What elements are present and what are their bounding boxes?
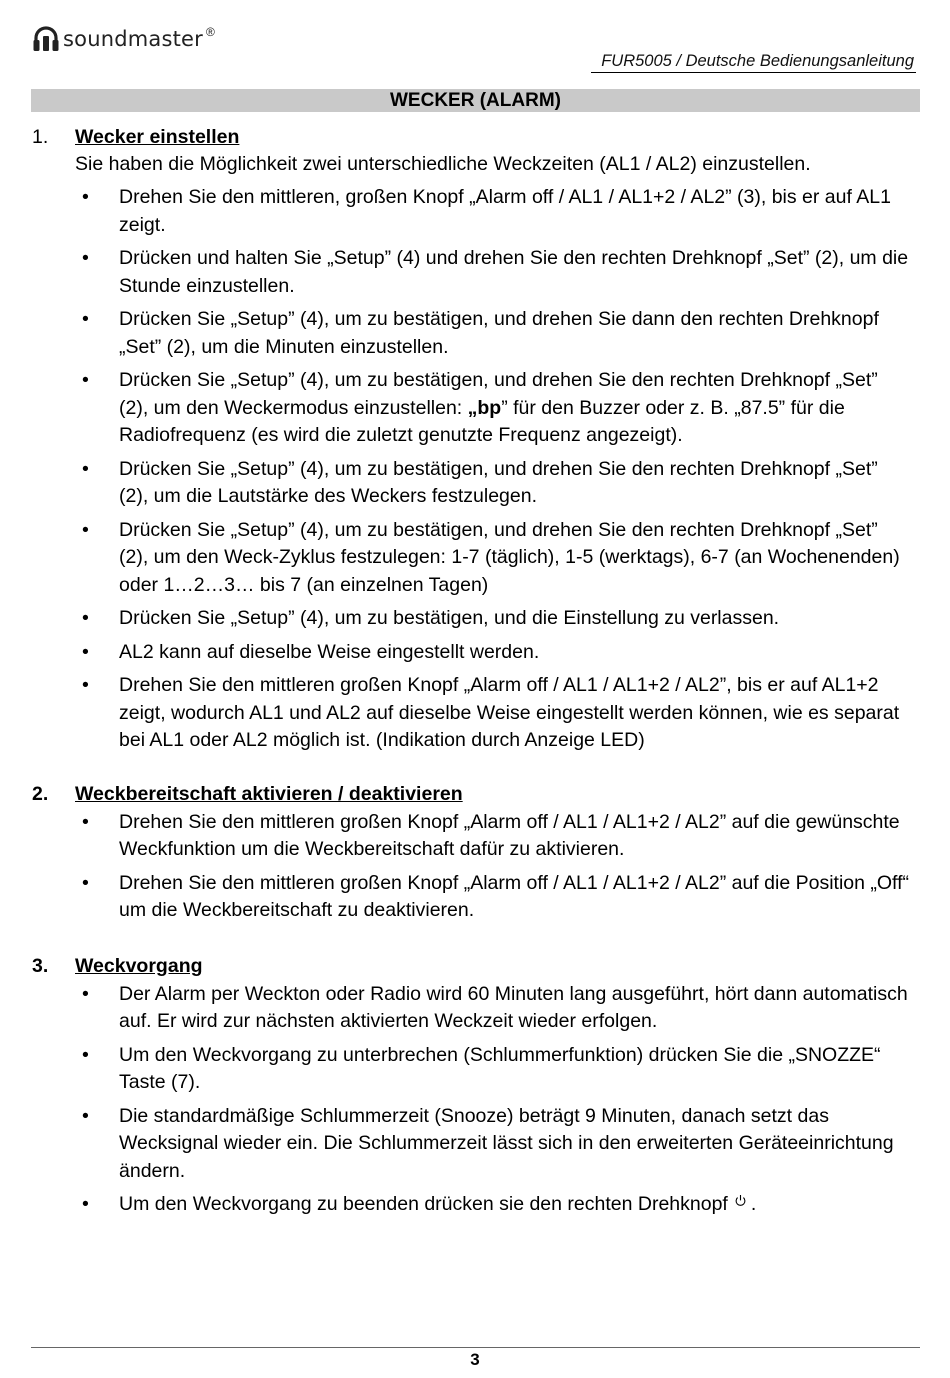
list-item <box>32 809 912 864</box>
list-item-text: Drücken Sie „Setup” (4), um zu bestätigen, und drehen Sie den rechten Drehknopf „Set” (2), um die Lautstärke des Weckers festzulegen. <box>119 457 878 507</box>
list-item <box>32 245 912 300</box>
list-item <box>32 1042 912 1097</box>
bullet-icon: • <box>82 1043 89 1066</box>
list-item-text: Die standardmäßige Schlummerzeit (Snooze) beträgt 9 Minuten, danach setzt das Wecksignal wieder ein. Die Schlummerzeit lässt sich in den erweiterten Geräteeinrichtung ändern. <box>119 1104 894 1182</box>
list-item-text: Drücken und halten Sie „Setup” (4) und drehen Sie den rechten Drehknopf „Set” (2), um die Stunde einzustellen. <box>119 247 909 297</box>
document-title: FUR5005 / Deutsche Bedienungsanleitung <box>591 52 916 73</box>
section-heading-title: Weckbereitschaft aktivieren / deaktivieren <box>75 782 463 805</box>
section-heading-title: Weckvorgang <box>75 954 203 977</box>
section-number: 1. <box>32 126 49 148</box>
section-3-heading <box>32 953 912 980</box>
section-2-list <box>32 809 912 925</box>
headphones-logo-icon <box>32 26 60 52</box>
list-item-text: . <box>750 1193 757 1215</box>
page-content <box>32 124 912 1219</box>
list-item <box>32 672 912 755</box>
list-item <box>32 517 912 600</box>
list-item <box>32 981 912 1036</box>
bullet-icon: • <box>82 1193 89 1215</box>
section-number: 2. <box>32 782 49 805</box>
list-item <box>32 367 912 450</box>
section-1-heading <box>32 124 912 151</box>
registered-mark: ® <box>206 25 215 39</box>
bullet-icon: • <box>82 674 89 696</box>
list-item-text: Drücken Sie „Setup” (4), um zu bestätigen, und die Einstellung zu verlassen. <box>119 607 780 629</box>
list-item-text: Drehen Sie den mittleren großen Knopf „Alarm off / AL1 / AL1+2 / AL2” auf die gewünschte Weckfunktion um die Weckbereitschaft dafür zu aktivieren. <box>119 810 900 860</box>
list-item-text: Drehen Sie den mittleren großen Knopf „Alarm off / AL1 / AL1+2 / AL2” auf die Position „Off“ um die Weckbereitschaft zu deaktivieren. <box>119 871 910 921</box>
section-heading-title: Wecker einstellen <box>75 126 240 148</box>
section-1-list <box>32 184 912 755</box>
bullet-icon: • <box>82 640 89 663</box>
list-item-text: Der Alarm per Weckton oder Radio wird 60 Minuten lang ausgeführt, hört dann automatisch auf. Er wird zur nächsten aktivierten Weckzeit wieder erfolgen. <box>119 982 908 1032</box>
section-2-heading <box>32 781 912 808</box>
page-number: 3 <box>470 1350 480 1369</box>
bullet-icon: • <box>82 457 89 480</box>
section-number: 3. <box>32 954 49 977</box>
bullet-icon: • <box>82 186 89 208</box>
section-title-bar <box>31 89 920 112</box>
bullet-icon: • <box>82 518 89 541</box>
bullet-icon: • <box>82 1104 89 1127</box>
list-item-text: Drücken Sie „Setup” (4), um zu bestätigen, und drehen Sie dann den rechten Drehknopf „Set” (2), um die Minuten einzustellen. <box>119 308 879 358</box>
bullet-icon: • <box>82 247 89 269</box>
footer-divider <box>31 1347 920 1348</box>
section-title: WECKER (ALARM) <box>390 90 561 111</box>
bullet-icon: • <box>82 607 89 629</box>
section-1-intro: Sie haben die Möglichkeit zwei unterschiedliche Weckzeiten (AL1 / AL2) einzustellen. <box>75 153 811 175</box>
list-item <box>32 1191 912 1219</box>
list-item-text: AL2 kann auf dieselbe Weise eingestellt werden. <box>119 640 540 663</box>
list-item <box>32 1103 912 1186</box>
list-item <box>32 605 912 633</box>
list-item-text: Drehen Sie den mittleren großen Knopf „Alarm off / AL1 / AL1+2 / AL2”, bis er auf AL1+2 zeigt, wodurch AL1 und AL2 auf dieselbe Weise eingestellt werden können, wie es separat bei AL1 oder AL2 möglich ist. (Indikation durch Anzeige LED) <box>119 674 900 751</box>
list-item <box>32 456 912 511</box>
bullet-icon: • <box>82 369 89 391</box>
list-item-text: Um den Weckvorgang zu unterbrechen (Schlummerfunktion) drücken Sie die „SNOZZE“ Taste (7). <box>119 1043 881 1093</box>
brand-name: soundmaster <box>63 27 203 51</box>
list-item <box>32 639 912 667</box>
list-item-text: Drehen Sie den mittleren, großen Knopf „Alarm off / AL1 / AL1+2 / AL2” (3), bis er auf AL1 zeigt. <box>119 186 891 236</box>
list-item <box>32 306 912 361</box>
list-item-text: ” für den Buzzer oder z. B. „87.5” für die Radiofrequenz (es wird die zuletzt genutzte Frequenz angezeigt). <box>119 396 845 446</box>
list-item-text: Um den Weckvorgang zu beenden drücken sie den rechten Drehknopf <box>119 1193 728 1215</box>
brand-logo <box>32 26 215 52</box>
bp-bold-text: „bp <box>467 396 502 419</box>
bullet-icon: • <box>82 308 89 330</box>
bullet-icon: • <box>82 871 89 894</box>
list-item-text: Drücken Sie „Setup” (4), um zu bestätigen, und drehen Sie den rechten Drehknopf „Set” (2), um den Weckermodus einzustellen: <box>119 369 878 419</box>
list-item-text: Drücken Sie „Setup” (4), um zu bestätigen, und drehen Sie den rechten Drehknopf „Set” (2), um den Weck-Zyklus festzulegen: 1-7 (täglich), 1-5 (werktags), 6-7 (an Wochenenden) oder 1…2…3… bis 7 (an einzelnen Tagen) <box>119 518 900 596</box>
list-item <box>32 184 912 239</box>
power-icon <box>734 1194 747 1207</box>
list-item <box>32 870 912 925</box>
bullet-icon: • <box>82 810 89 833</box>
bullet-icon: • <box>82 982 89 1005</box>
section-3-list <box>32 981 912 1219</box>
